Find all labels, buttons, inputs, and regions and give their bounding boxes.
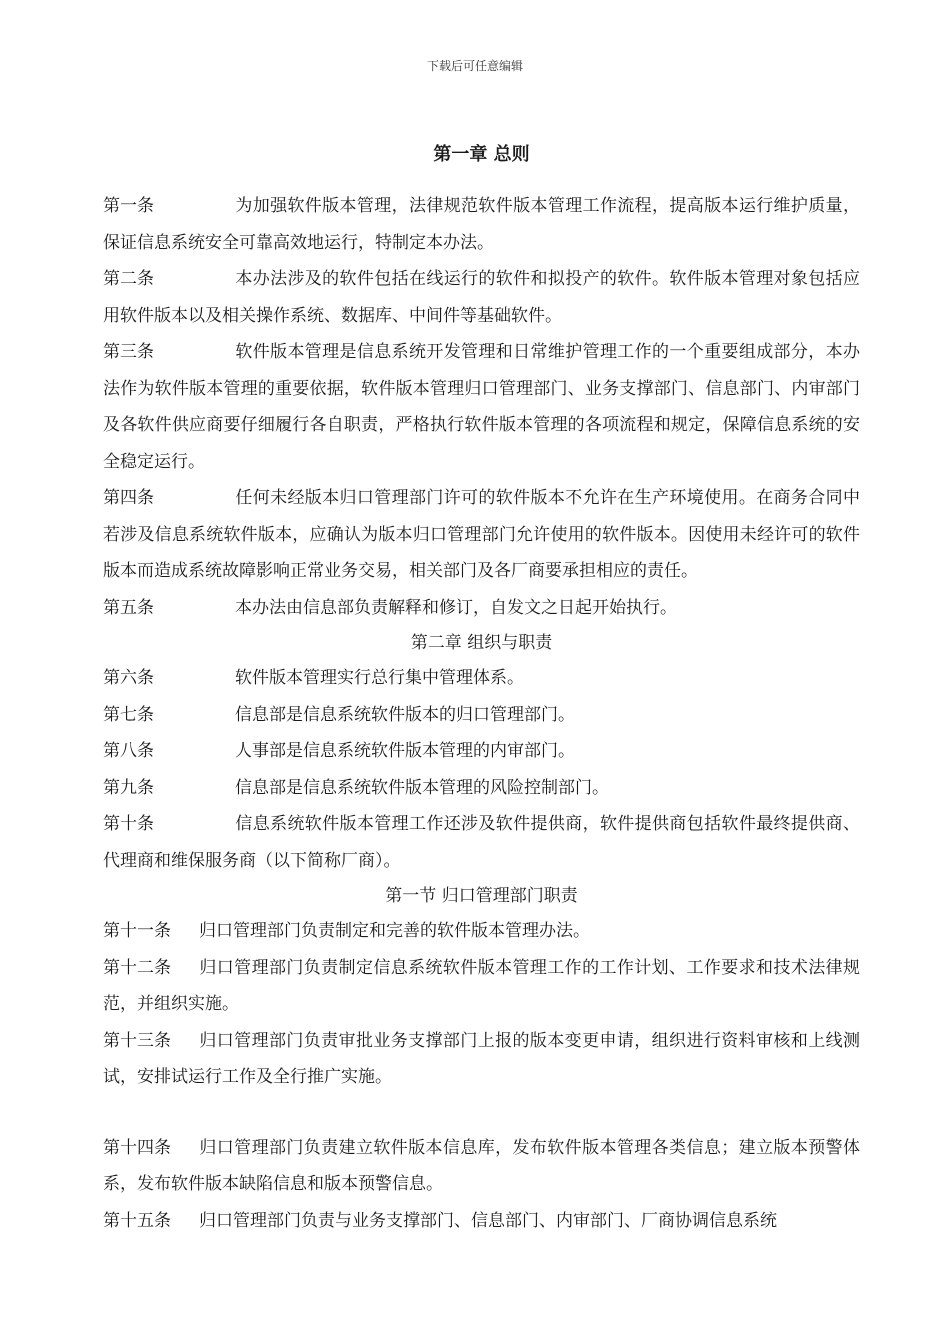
article-text: 本办法由信息部负责解释和修订，自发文之日起开始执行。 [235, 597, 677, 618]
article-number: 第十条 [103, 814, 154, 834]
article-15 [103, 1203, 860, 1240]
article-7 [103, 697, 860, 734]
article-11 [103, 913, 860, 950]
article-number: 第八条 [103, 741, 154, 761]
article-number: 第五条 [103, 597, 154, 618]
article-14 [103, 1130, 860, 1203]
article-text: 信息部是信息系统软件版本的归口管理部门。 [235, 704, 575, 725]
article-text: 归口管理部门负责审批业务支撑部门上报的版本变更申请，组织进行资料审核和上线测试，安排试运行工作及全行推广实施。 [103, 1030, 860, 1087]
article-number: 第九条 [103, 777, 154, 798]
article-text: 人事部是信息系统软件版本管理的内审部门。 [235, 741, 575, 761]
page-header: 下载后可任意编辑 [426, 59, 523, 73]
article-2 [103, 261, 860, 334]
article-text: 归口管理部门负责制定和完善的软件版本管理办法。 [199, 921, 590, 941]
article-13 [103, 1023, 860, 1096]
article-4 [103, 480, 860, 590]
article-9 [103, 770, 860, 807]
article-6 [103, 660, 860, 697]
article-number: 第二条 [103, 269, 154, 289]
article-number: 第六条 [103, 668, 154, 688]
article-number: 第三条 [103, 342, 154, 362]
article-text: 任何未经版本归口管理部门许可的软件版本不允许在生产环境使用。在商务合同中若涉及信息系统软件版本，应确认为版本归口管理部门允许使用的软件版本。因使用未经许可的软件版本而造成系统故障影响正常业务交易，相关部门及各厂商要承担相应的责任。 [103, 488, 860, 581]
article-10 [103, 806, 860, 879]
article-number: 第十四条 [103, 1137, 171, 1158]
chapter-1-title: 第一章 总则 [433, 144, 530, 165]
blank-line [103, 1096, 860, 1130]
article-text: 软件版本管理实行总行集中管理体系。 [235, 668, 524, 688]
article-number: 第四条 [103, 488, 154, 508]
article-text: 为加强软件版本管理，法律规范软件版本管理工作流程，提高版本运行维护质量，保证信息系统安全可靠高效地运行，特制定本办法。 [103, 196, 860, 253]
article-5 [103, 590, 860, 627]
article-text: 归口管理部门负责制定信息系统软件版本管理工作的工作计划、工作要求和技术法律规范，并组织实施。 [103, 957, 860, 1014]
article-12 [103, 950, 860, 1023]
article-text: 归口管理部门负责与业务支撑部门、信息部门、内审部门、厂商协调信息系统 [199, 1210, 777, 1231]
article-number: 第十五条 [103, 1210, 171, 1231]
article-number: 第十二条 [103, 957, 171, 978]
article-text: 信息系统软件版本管理工作还涉及软件提供商，软件提供商包括软件最终提供商、代理商和维保服务商（以下简称厂商）。 [103, 814, 860, 871]
article-text: 软件版本管理是信息系统开发管理和日常维护管理工作的一个重要组成部分，本办法作为软件版本管理的重要依据，软件版本管理归口管理部门、业务支撑部门、信息部门、内审部门及各软件供应商要仔细履行各自职责，严格执行软件版本管理的各项流程和规定，保障信息系统的安全稳定运行。 [103, 342, 860, 472]
article-8 [103, 733, 860, 770]
chapter-2-title: 第二章 组织与职责 [410, 633, 553, 653]
article-text: 归口管理部门负责建立软件版本信息库，发布软件版本管理各类信息；建立版本预警体系，发布软件版本缺陷信息和版本预警信息。 [103, 1137, 860, 1194]
document-body [103, 140, 860, 1239]
section-1-title: 第一节 归口管理部门职责 [385, 886, 578, 906]
article-number: 第十一条 [103, 921, 171, 941]
article-text: 本办法涉及的软件包括在线运行的软件和拟投产的软件。软件版本管理对象包括应用软件版本以及相关操作系统、数据库、中间件等基础软件。 [103, 269, 860, 326]
article-number: 第十三条 [103, 1030, 171, 1051]
article-text: 信息部是信息系统软件版本管理的风险控制部门。 [235, 777, 609, 798]
article-number: 第一条 [103, 196, 154, 216]
article-number: 第七条 [103, 704, 154, 725]
article-1 [103, 188, 860, 261]
article-3 [103, 334, 860, 480]
